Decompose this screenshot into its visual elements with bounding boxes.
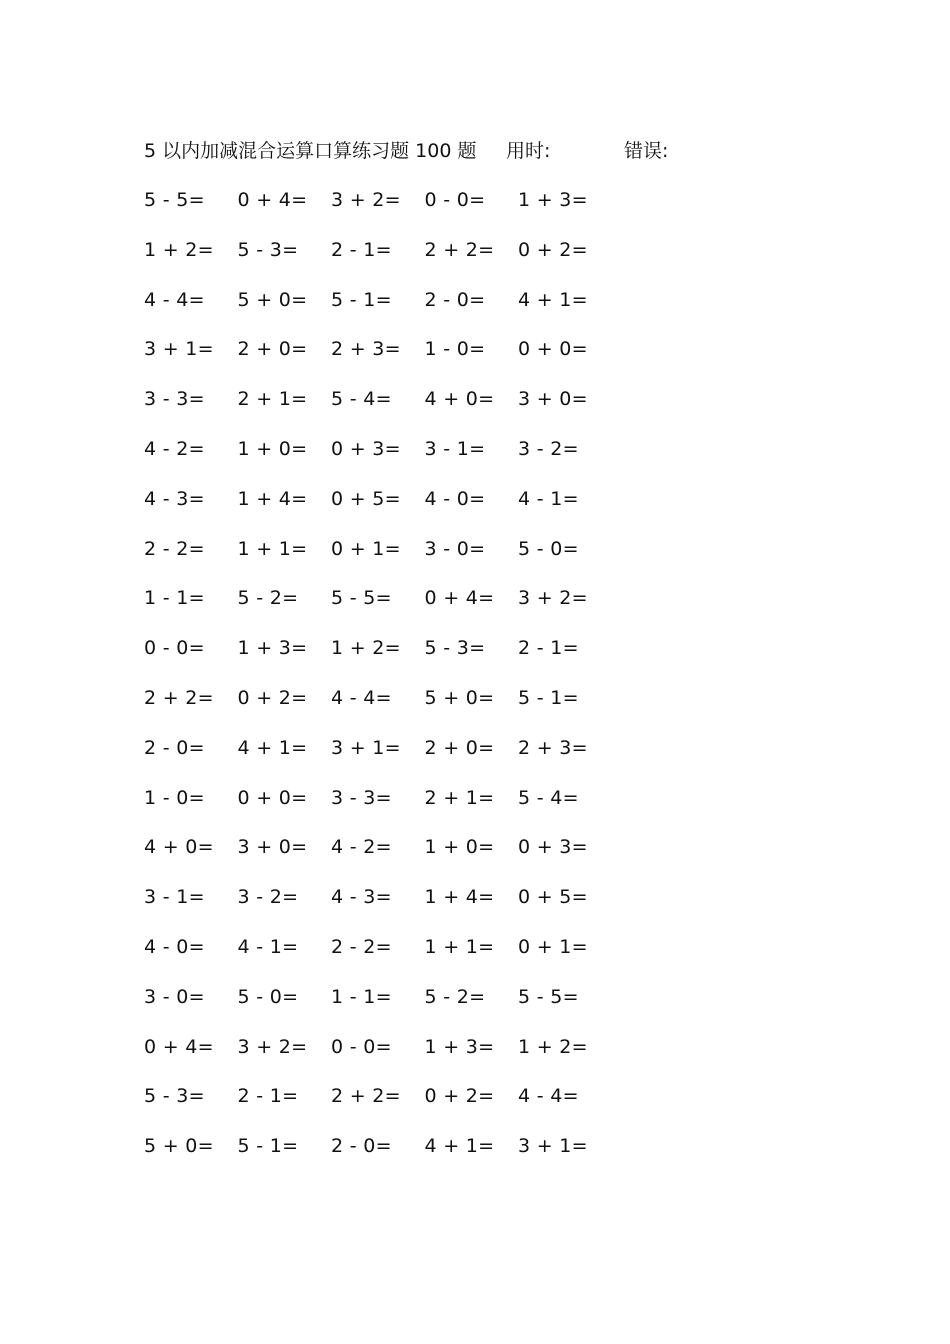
math-problem: 2 + 3= [518, 736, 588, 759]
math-problem: 1 + 4= [424, 886, 495, 909]
math-problem: 1 - 1= [331, 985, 392, 1008]
math-problem: 1 + 1= [424, 935, 495, 958]
math-problem: 4 - 2= [331, 836, 392, 859]
math-problem: 1 + 1= [237, 537, 308, 560]
problem-row [144, 384, 624, 434]
problem-row [144, 434, 624, 484]
math-problem: 3 + 0= [237, 836, 308, 859]
math-problem: 2 + 2= [331, 1085, 401, 1108]
math-problem: 5 - 0= [518, 537, 579, 560]
math-problem: 0 - 0= [331, 1035, 392, 1058]
math-problem: 0 + 5= [331, 487, 401, 510]
math-problem: 2 + 2= [144, 686, 214, 709]
math-problem: 5 + 0= [237, 288, 308, 311]
problem-row [144, 733, 624, 783]
math-problem: 4 - 0= [144, 935, 205, 958]
math-problem: 4 - 4= [144, 288, 205, 311]
math-problem: 0 + 3= [331, 437, 401, 460]
math-problem: 5 - 3= [144, 1085, 205, 1108]
math-problem: 2 + 3= [331, 338, 401, 361]
problem-grid [144, 185, 624, 1181]
math-problem: 2 + 1= [237, 388, 308, 411]
problem-row [144, 334, 624, 384]
problem-row [144, 235, 624, 285]
math-problem: 2 + 2= [424, 238, 495, 261]
math-problem: 2 - 1= [237, 1085, 299, 1108]
math-problem: 4 - 3= [331, 886, 392, 909]
math-problem: 4 - 2= [144, 437, 205, 460]
math-problem: 5 - 5= [518, 985, 579, 1008]
math-problem: 5 - 5= [331, 587, 392, 610]
math-problem: 5 - 3= [424, 637, 486, 660]
math-problem: 4 - 4= [331, 686, 392, 709]
math-problem: 2 - 1= [518, 637, 579, 660]
error-count-label: 错误: [624, 140, 669, 162]
math-problem: 5 + 0= [144, 1135, 214, 1158]
math-problem: 2 + 1= [424, 786, 495, 809]
math-problem: 4 - 4= [518, 1085, 579, 1108]
math-problem: 5 - 4= [518, 786, 579, 809]
math-problem: 2 - 2= [331, 935, 392, 958]
math-problem: 1 - 0= [144, 786, 205, 809]
math-problem: 0 + 0= [237, 786, 308, 809]
math-problem: 5 - 1= [518, 686, 579, 709]
problem-row [144, 1081, 624, 1131]
math-problem: 3 - 0= [424, 537, 486, 560]
math-problem: 3 + 1= [518, 1135, 588, 1158]
math-problem: 1 + 3= [518, 189, 588, 211]
math-problem: 3 - 0= [144, 985, 205, 1008]
math-problem: 5 - 4= [331, 388, 392, 411]
math-problem: 3 + 2= [331, 189, 401, 211]
problem-row [144, 1131, 624, 1181]
math-problem: 1 + 3= [424, 1035, 495, 1058]
math-problem: 2 - 1= [331, 238, 392, 261]
problem-row [144, 484, 624, 534]
math-problem: 4 - 1= [237, 935, 299, 958]
math-problem: 1 + 0= [237, 437, 308, 460]
math-problem: 1 + 3= [237, 637, 308, 660]
problem-row [144, 882, 624, 932]
math-problem: 3 + 0= [518, 388, 588, 411]
math-problem: 1 + 4= [237, 487, 308, 510]
math-problem: 4 - 1= [518, 487, 579, 510]
math-problem: 2 - 0= [331, 1135, 392, 1158]
math-problem: 2 - 0= [424, 288, 486, 311]
problem-row [144, 1032, 624, 1082]
math-problem: 3 - 3= [331, 786, 392, 809]
math-problem: 3 - 1= [424, 437, 486, 460]
math-problem: 4 + 1= [424, 1135, 495, 1158]
math-problem: 4 + 0= [424, 388, 495, 411]
math-problem: 1 + 2= [518, 1035, 588, 1058]
math-problem: 5 - 2= [424, 985, 486, 1008]
math-problem: 3 - 2= [518, 437, 579, 460]
problem-row [144, 534, 624, 584]
math-problem: 0 + 2= [237, 686, 308, 709]
math-problem: 0 - 0= [424, 189, 486, 211]
math-problem: 4 + 1= [518, 288, 588, 311]
math-problem: 0 + 4= [144, 1035, 214, 1058]
time-used-label: 用时: [506, 140, 551, 162]
math-problem: 0 + 4= [237, 189, 308, 211]
math-problem: 0 + 1= [331, 537, 401, 560]
math-problem: 0 + 0= [518, 338, 588, 361]
math-problem: 1 + 0= [424, 836, 495, 859]
math-problem: 4 - 3= [144, 487, 205, 510]
problem-row [144, 783, 624, 833]
math-problem: 5 - 3= [237, 238, 299, 261]
math-problem: 2 - 0= [144, 736, 205, 759]
math-problem: 0 + 2= [424, 1085, 495, 1108]
math-problem: 5 - 5= [144, 189, 205, 211]
math-problem: 0 - 0= [144, 637, 205, 660]
math-problem: 3 + 2= [518, 587, 588, 610]
math-problem: 3 - 3= [144, 388, 205, 411]
problem-row [144, 583, 624, 633]
math-problem: 1 - 0= [424, 338, 486, 361]
math-problem: 5 - 2= [237, 587, 299, 610]
math-problem: 4 + 1= [237, 736, 308, 759]
problem-row [144, 185, 624, 235]
math-problem: 0 + 4= [424, 587, 495, 610]
math-problem: 5 - 1= [331, 288, 392, 311]
worksheet-title: 5 以内加减混合运算口算练习题 100 题 [144, 140, 477, 162]
problem-row [144, 683, 624, 733]
math-problem: 0 + 3= [518, 836, 588, 859]
math-problem: 2 + 0= [424, 736, 495, 759]
math-problem: 0 + 1= [518, 935, 588, 958]
math-problem: 2 - 2= [144, 537, 205, 560]
problem-row [144, 633, 624, 683]
problem-row [144, 832, 624, 882]
problem-row [144, 982, 624, 1032]
math-problem: 1 + 2= [331, 637, 401, 660]
math-problem: 4 - 0= [424, 487, 486, 510]
math-problem: 3 + 2= [237, 1035, 308, 1058]
math-problem: 1 + 2= [144, 238, 214, 261]
problem-row [144, 285, 624, 335]
math-problem: 0 + 2= [518, 238, 588, 261]
math-problem: 3 - 2= [237, 886, 299, 909]
math-problem: 5 - 1= [237, 1135, 299, 1158]
math-problem: 5 + 0= [424, 686, 495, 709]
math-problem: 0 + 5= [518, 886, 588, 909]
math-problem: 2 + 0= [237, 338, 308, 361]
math-problem: 3 - 1= [144, 886, 205, 909]
math-problem: 1 - 1= [144, 587, 205, 610]
problem-row [144, 932, 624, 982]
math-problem: 5 - 0= [237, 985, 299, 1008]
math-problem: 3 + 1= [144, 338, 214, 361]
math-problem: 3 + 1= [331, 736, 401, 759]
math-problem: 4 + 0= [144, 836, 214, 859]
